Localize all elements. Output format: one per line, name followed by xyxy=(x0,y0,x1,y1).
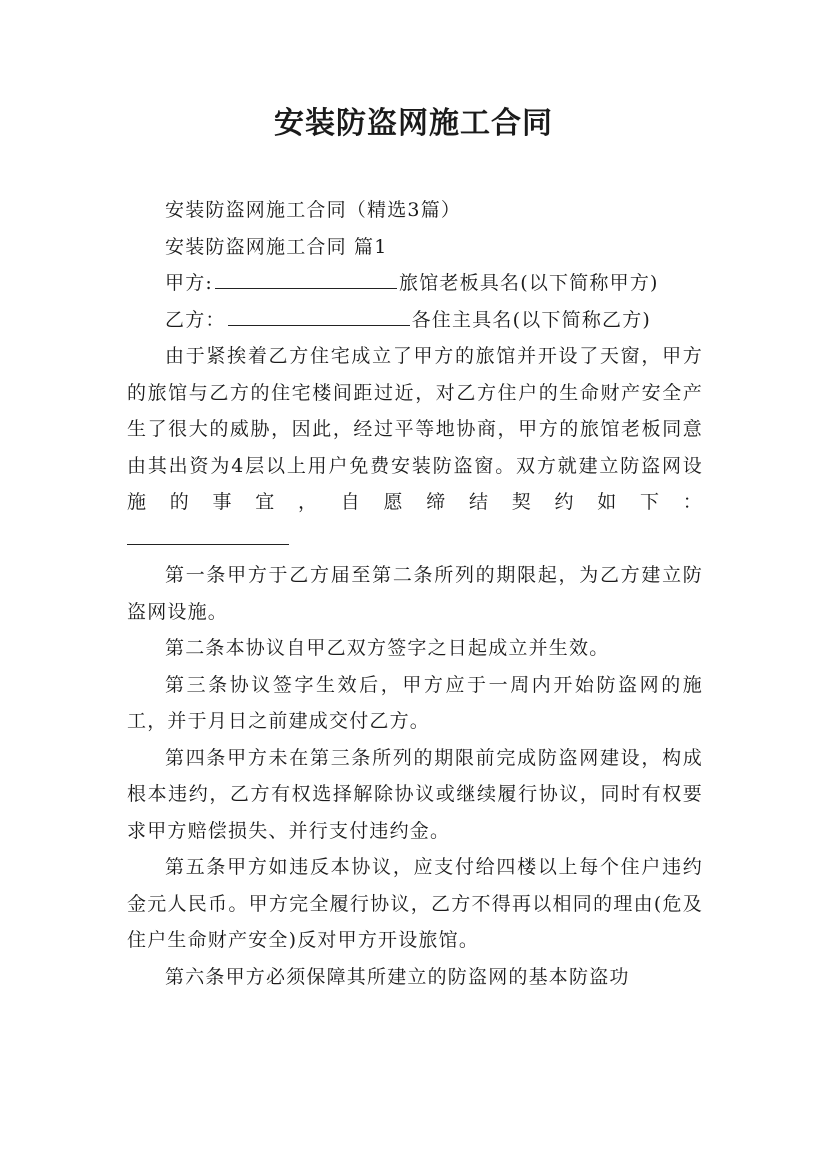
party-b-suffix: 各住主具名(以下简称乙方) xyxy=(411,308,652,331)
party-b-label: 乙方： xyxy=(165,308,226,331)
section-heading: 安装防盗网施工合同 篇1 xyxy=(165,235,388,258)
subtitle-line: 安装防盗网施工合同（精选3篇） xyxy=(165,199,462,221)
intro-blank-line xyxy=(127,521,703,558)
intro-trailing-blank xyxy=(127,525,289,545)
article-4: 第四条甲方未在第三条所列的期限前完成防盗网建设，构成根本违约，乙方有权选择解除协议或继续履行协议，同时有权要求甲方赔偿损失、并行支付违约金。 xyxy=(127,746,703,842)
party-a-blank xyxy=(215,269,397,289)
party-b-line xyxy=(127,302,703,339)
document-title: 安装防盗网施工合同 xyxy=(274,106,553,141)
document-body xyxy=(127,192,703,995)
article-2: 第二条本协议自甲乙双方签字之日起成立并生效。 xyxy=(165,637,610,659)
article-6: 第六条甲方必须保障其所建立的防盗网的基本防盗功 xyxy=(165,965,630,988)
party-b-blank xyxy=(228,306,410,326)
intro-paragraph: 由于紧挨着乙方住宅成立了甲方的旅馆并开设了天窗，甲方的旅馆与乙方的住宅楼间距过近，对乙方住户的生命财产安全产生了很大的威胁，因此，经过平等地协商，甲方的旅馆老板同意由其出资为4层以上用户免费安装防盗窗。双方就建立防盗网设施的事宜，自愿缔结契约如下： xyxy=(127,345,703,513)
party-a-label: 甲方: xyxy=(165,272,214,294)
article-5: 第五条甲方如违反本协议，应支付给四楼以上每个住户违约金元人民币。甲方完全履行协议，乙方不得再以相同的理由(危及住户生命财产安全)反对甲方开设旅馆。 xyxy=(127,856,703,951)
article-1: 第一条甲方于乙方届至第二条所列的期限起，为乙方建立防盗网设施。 xyxy=(127,564,703,623)
article-3: 第三条协议签字生效后，甲方应于一周内开始防盗网的施工，并于月日之前建成交付乙方。 xyxy=(127,673,703,732)
party-a-suffix: 旅馆老板具名(以下简称甲方) xyxy=(399,272,659,294)
party-a-line xyxy=(127,265,703,302)
